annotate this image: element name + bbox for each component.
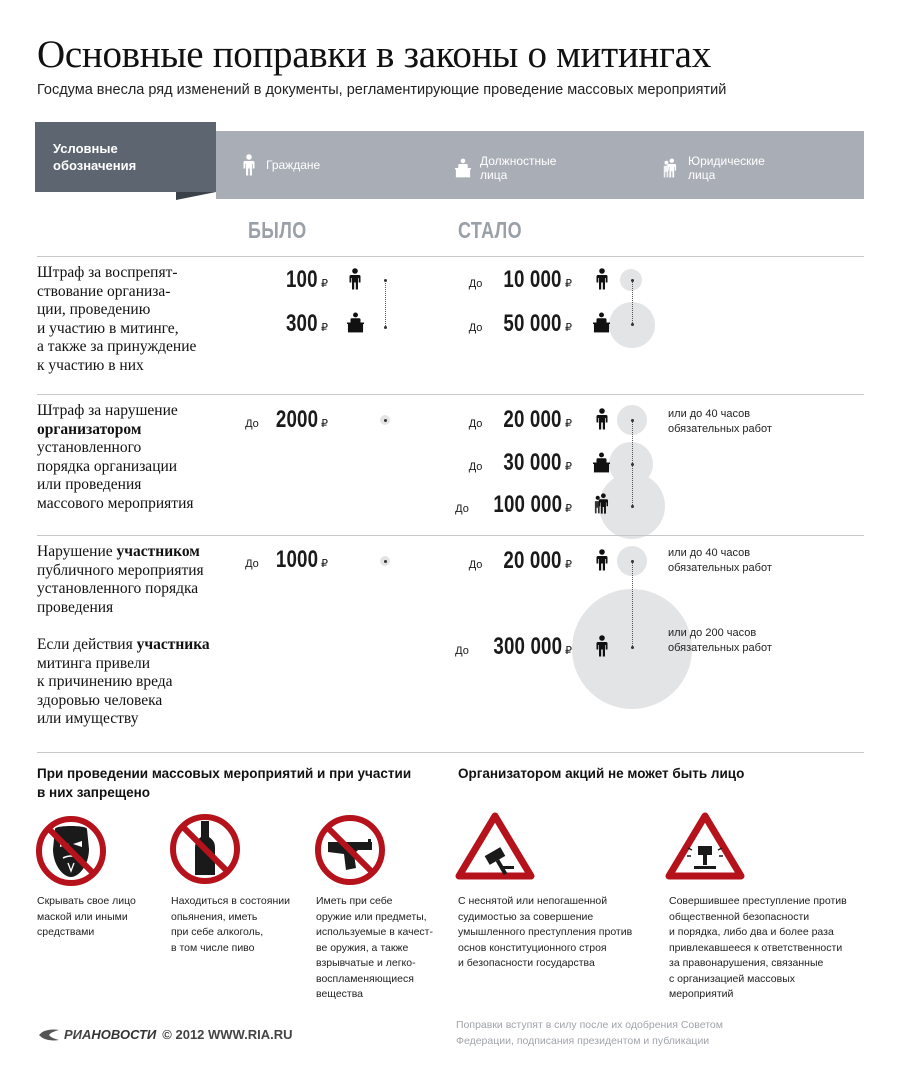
organizer-heading: Организатором акций не может быть лицо [458,766,745,781]
column-after: СТАЛО [458,217,523,243]
legal-entity-icon [593,493,610,514]
official-icon [593,452,610,473]
column-before: БЫЛО [248,217,307,243]
connector [632,561,633,648]
legend-label-citizens: Граждане [266,158,321,172]
row1-before-official-amount: 300 ₽ [286,310,328,337]
marker-dot [631,505,634,508]
row3-harm-note: или до 200 часов обязательных работ [668,627,772,654]
mask-icon [35,815,107,887]
divider [37,535,864,536]
ria-logo-icon [37,1028,61,1042]
official-icon [347,312,364,333]
row2-description: Штраф за нарушение организатором установленного порядка организации или проведения массового мероприятия [37,402,194,512]
citizen-icon [596,635,608,657]
marker-dot [384,560,387,563]
marker-dot [384,326,387,329]
logo-novosti-text: НОВОСТИ [91,1027,157,1042]
citizen-icon [243,154,255,176]
marker-dot [631,560,634,563]
row3-citizen-note: или до 40 часов обязательных работ [668,547,772,574]
prohibited-weapons-text: Иметь при себе оружие или предметы, используемые в качест- ве оружия, а также взрывчатые и легко- воспламеняющиеся вещества [316,895,433,1000]
logo-ria-text: РИА [64,1027,92,1042]
row2-after-official-amount: До 30 000 ₽ [468,449,572,476]
legal-entity-icon [662,158,678,178]
legend-title [35,122,216,192]
citizen-icon [596,549,608,571]
row1-after-citizen-amount: До 10 000 ₽ [468,266,572,293]
prohibited-mask-text: Скрывать свое лицо маской или иными средствами [37,895,136,938]
marker-dot [631,279,634,282]
marker-dot [631,463,634,466]
row3-after-citizen-amount: До 20 000 ₽ [468,547,572,574]
prohibited-alcohol-text: Находиться в состоянии опьянения, иметь при себе алкоголь, в том числе пиво [171,895,290,954]
row1-description: Штраф за воспрепят- ствование организа- ции, проведению и участию в митинге, а также за принуждение к участию в них [37,264,197,374]
citizen-icon [596,268,608,290]
legend-shadow [176,192,216,200]
row3-after-harm-amount: До 300 000 ₽ [455,633,572,660]
marker-dot [631,419,634,422]
row2-after-citizen-amount: До 20 000 ₽ [468,406,572,433]
marker-dot [384,279,387,282]
page-subtitle: Госдума внесла ряд изменений в документы, регламентирующие проведение массовых мероприятий [37,82,727,98]
legend-title-line2: обозначения [53,158,137,173]
citizen-icon [596,408,608,430]
divider [37,394,864,395]
official-icon [455,158,471,178]
legend-label-officials: Должностные лица [480,154,557,182]
row2-after-legal-amount: До 100 000 ₽ [455,491,572,518]
connector [632,280,633,325]
row1-before-citizen-amount: 100 ₽ [286,266,328,293]
divider [37,256,864,257]
bottle-icon [169,813,241,885]
organizer-offense-text: Совершившее преступление против общественной безопасности и порядка, либо два и более раза привлекавшееся к ответственности за правонарушения, связанные с организацией массовых мероприятий [669,895,847,1000]
row2-citizen-note: или до 40 часов обязательных работ [668,408,772,435]
legend-item-legal-entities [662,154,765,182]
marker-dot [631,646,634,649]
organizer-criminal-text: С неснятой или непогашенной судимостью за совершение умышленного преступления против основ конституционного строя и безопасности государства [458,895,633,969]
row1-after-official-amount: До 50 000 ₽ [468,310,572,337]
row3-description: Нарушение участником публичного мероприятия установленного порядка проведения [37,543,204,616]
connector [385,280,386,328]
copyright: © 2012 WWW.RIA.RU [162,1027,293,1042]
footer-note: Поправки вступят в силу после их одобрения Советом Федерации, подписания президентом и публикации [456,1019,723,1047]
prohibited-heading: При проведении массовых мероприятий и при участии в них запрещено [37,766,412,800]
ria-logo [37,1027,293,1042]
row2-before-amount: До 2000 ₽ [245,406,328,433]
marker-dot [384,419,387,422]
row3-description-harm: Если действия участника митинга привели к причинению вреда здоровью человека или имуществу [37,636,210,728]
gavel-warning-icon [454,810,536,882]
legend-label-legal-entities: Юридические лица [688,154,765,182]
gavel-strike-warning-icon [664,810,746,882]
legend-item-citizens [243,154,320,176]
row3-before-amount: До 1000 ₽ [245,546,328,573]
divider [37,752,864,753]
legend-item-officials [455,154,556,182]
marker-dot [631,323,634,326]
citizen-icon [349,268,361,290]
gun-icon [314,814,386,886]
page-title: Основные поправки в законы о митингах [37,33,711,76]
legend-title-line1: Условные [53,141,118,156]
official-icon [593,312,610,333]
